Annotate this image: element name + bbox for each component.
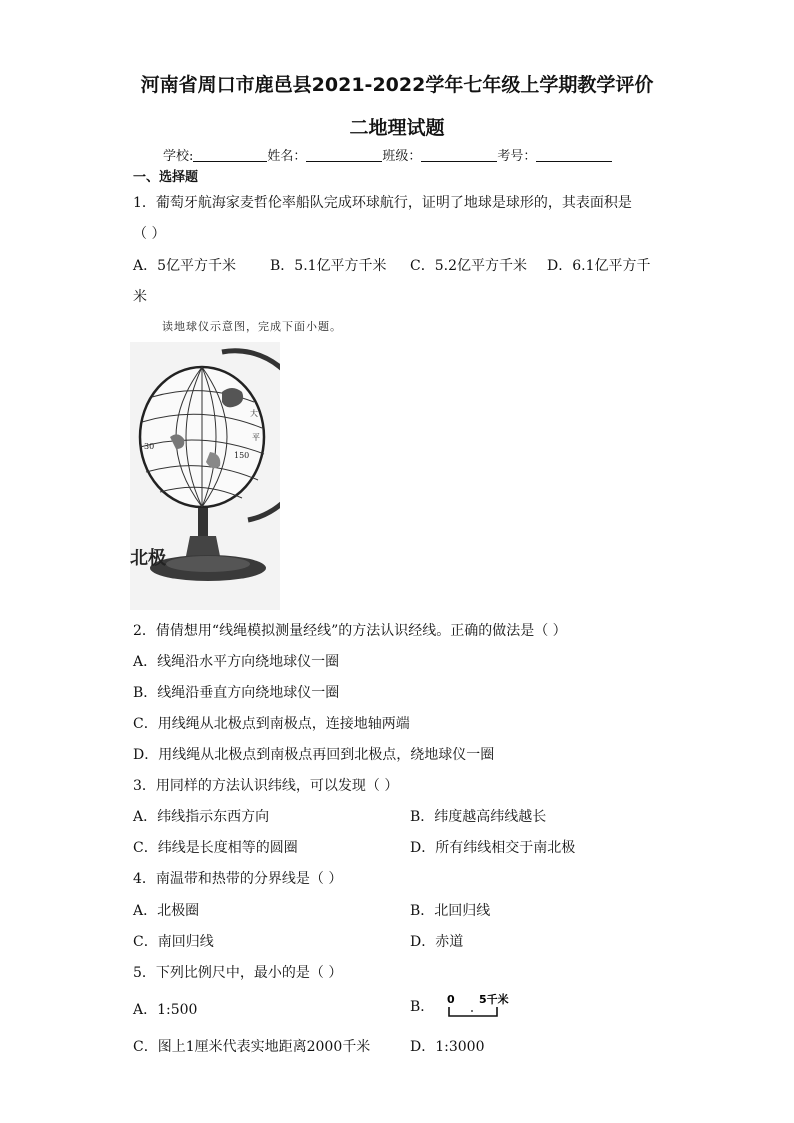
scale-bar-figure <box>439 992 529 1022</box>
q1-option-d-cont: 米 <box>133 289 147 305</box>
page-title: 河南省周口市鹿邑县2021-2022学年七年级上学期教学评价 <box>140 74 654 96</box>
globe-figure <box>130 342 280 610</box>
figure-instruction: 读地球仪示意图，完成下面小题。 <box>162 320 342 333</box>
page-subtitle: 二地理试题 <box>349 117 445 139</box>
q5-option-c[interactable]: C．图上1厘米代表实地距离2000千米 <box>133 1039 371 1055</box>
name-label: 姓名： <box>267 149 307 164</box>
ocean-glyph-da: 大 <box>250 409 258 418</box>
q3-stem: 3．用同样的方法认识纬线，可以发现（ ） <box>133 778 399 794</box>
q1-option-d[interactable]: D．6.1亿平方千 <box>547 258 651 274</box>
q4-option-d[interactable]: D．赤道 <box>410 934 464 950</box>
q1-option-b[interactable]: B．5.1亿平方千米 <box>270 258 387 274</box>
q4-option-a[interactable]: A．北极圈 <box>133 903 200 919</box>
q3-option-d[interactable]: D．所有纬线相交于南北极 <box>410 840 576 856</box>
ocean-glyph-ping: 平 <box>252 433 260 442</box>
q4-stem: 4．南温带和热带的分界线是（ ） <box>133 871 343 887</box>
q2-option-d[interactable]: D．用线绳从北极点到南极点再回到北极点，绕地球仪一圈 <box>133 747 495 763</box>
class-blank[interactable] <box>421 148 497 162</box>
number-label: 考号： <box>497 149 537 164</box>
pole-label: 北极 <box>130 548 166 569</box>
q2-option-b[interactable]: B．线绳沿垂直方向绕地球仪一圈 <box>133 685 340 701</box>
q3-option-b[interactable]: B．纬度越高纬线越长 <box>410 809 547 825</box>
school-label: 学校: <box>163 149 194 164</box>
q2-option-a[interactable]: A．线绳沿水平方向绕地球仪一圈 <box>133 654 340 670</box>
q1-stem: 1．葡萄牙航海家麦哲伦率船队完成环球航行，证明了地球是球形的，其表面积是 <box>133 195 632 211</box>
q4-option-b[interactable]: B．北回归线 <box>410 903 491 919</box>
q4-option-c[interactable]: C．南回归线 <box>133 934 214 950</box>
scale-zero-label: 0 <box>446 993 455 1006</box>
scale-five-label: 5千米 <box>478 993 509 1006</box>
q5-option-b[interactable] <box>410 992 529 1022</box>
q5-option-d[interactable]: D．1:3000 <box>410 1039 485 1055</box>
student-info-line <box>163 145 612 164</box>
number-blank[interactable] <box>536 148 612 162</box>
tick-150-label: 150 <box>234 451 250 460</box>
q5-option-a[interactable]: A．1:500 <box>133 1002 198 1018</box>
name-blank[interactable] <box>306 148 382 162</box>
class-label: 班级： <box>382 149 422 164</box>
q2-option-c[interactable]: C．用线绳从北极点到南极点，连接地轴两端 <box>133 716 410 732</box>
tick-30-label: 30 <box>144 442 155 451</box>
q2-stem: 2．倩倩想用“线绳模拟测量经线”的方法认识经线。正确的做法是（ ） <box>133 623 567 639</box>
q5-stem: 5．下列比例尺中，最小的是（ ） <box>133 965 343 981</box>
q3-option-a[interactable]: A．纬线指示东西方向 <box>133 809 270 825</box>
q5-option-b-prefix: B． <box>410 999 435 1015</box>
school-blank[interactable] <box>193 148 267 162</box>
q1-option-a[interactable]: A．5亿平方千米 <box>133 258 237 274</box>
q3-option-c[interactable]: C．纬线是长度相等的圆圈 <box>133 840 298 856</box>
q1-paren: （ ） <box>133 226 166 242</box>
q1-option-c[interactable]: C．5.2亿平方千米 <box>410 258 527 274</box>
section-heading: 一、选择题 <box>133 170 199 185</box>
